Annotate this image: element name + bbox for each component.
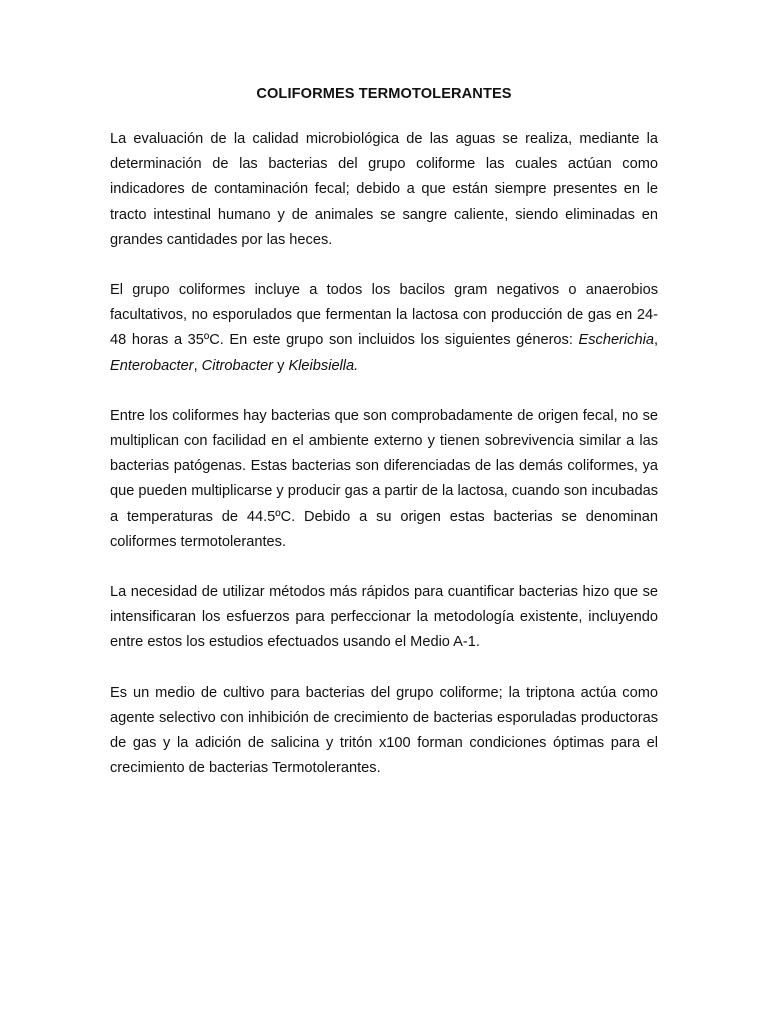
genus-citrobacter: Citrobacter (201, 357, 274, 374)
genus-separator: , (193, 357, 202, 374)
paragraph-4: La necesidad de utilizar métodos más rápidos para cuantificar bacterias hizo que se intensificaran los esfuerzos para perfeccionar la metodología existente, incluyendo entre estos los estudios efectuados usando el Medio A-1. (110, 584, 658, 651)
genus-enterobacter: Enterobacter (110, 357, 194, 374)
paragraph-5: Es un medio de cultivo para bacterias del grupo coliforme; la triptona actúa como agente selectivo con inhibición de crecimiento de bacterias esporuladas productoras de gas y la adición de salicina y tritón x100 forman condiciones óptimas para el crecimiento de bacterias Termotolerantes. (110, 684, 658, 777)
paragraph-1: La evaluación de la calidad microbiológica de las aguas se realiza, mediante la determinación de las bacterias del grupo coliforme las cuales actúan como indicadores de contaminación fecal; debido a que están siempre presentes en le tracto intestinal humano y de animales se sangre caliente, siendo eliminadas en grandes cantidades por las heces. (110, 131, 658, 248)
paragraph-3: Entre los coliformes hay bacterias que son comprobadamente de origen fecal, no se multiplican con facilidad en el ambiente externo y tienen sobrevivencia similar a las bacterias patógenas. Estas bacterias son diferenciadas de las demás coliformes, ya que pueden multiplicarse y producir gas a partir de la lactosa, cuando son incubadas a temperaturas de 44.5ºC. Debido a su origen estas bacterias se denominan coliformes termotolerantes. (110, 407, 658, 550)
genus-escherichia: Escherichia (578, 332, 654, 349)
paragraph-2-text: El grupo coliformes incluye a todos los bacilos gram negativos o anaerobios facultativos, no esporulados que fermentan la lactosa con producción de gas en 24-48 horas a 35ºC. En este grupo son incluidos los siguientes géneros: (110, 282, 658, 349)
document-title: COLIFORMES TERMOTOLERANTES (256, 86, 512, 102)
genus-separator: , (653, 332, 658, 349)
genus-kleibsiella: Kleibsiella. (288, 357, 359, 374)
document-page (110, 84, 658, 806)
genus-separator: y (273, 357, 289, 374)
paragraph-2 (110, 278, 658, 379)
